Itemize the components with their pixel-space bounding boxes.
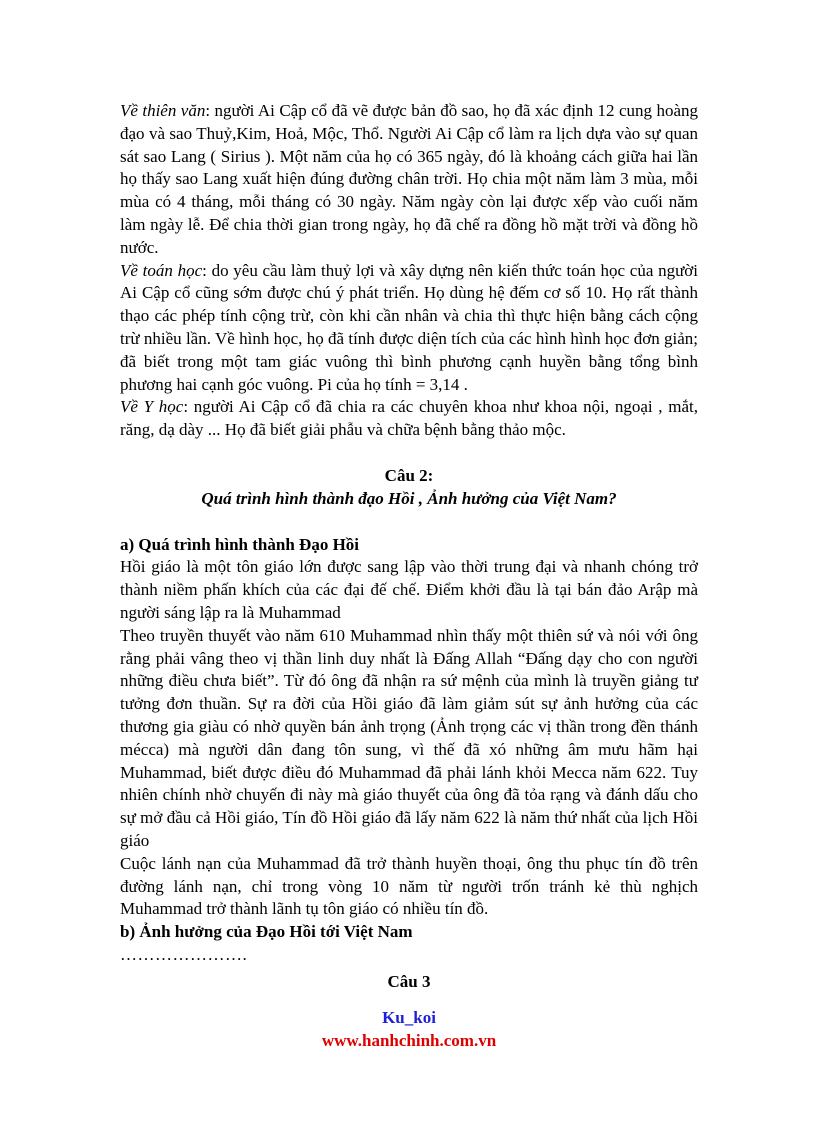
spacer: [120, 993, 698, 1007]
spacer: [120, 442, 698, 465]
astronomy-text: : người Ai Cập cổ đã vẽ được bản đồ sao, họ đã xác định 12 cung hoàng đạo và sao Thuỷ,Kim, Hoả, Mộc, Thổ. Người Ai Cập cổ làm ra lịch dựa vào sự quan sát sao Lang ( Sirius ). Một năm của họ có 365 ngày, đó là khoảng cách giữa hai lần họ thấy sao Lang xuất hiện đúng đường chân trời. Họ chia một năm làm 3 mùa, mỗi mùa có 4 tháng, mỗi tháng có 30 ngày. Năm ngày còn lại được xếp vào cuối năm làm ngày lễ. Để chia thời gian trong ngày, họ đã chế ra đồng hồ mặt trời và đồng hồ nước.: [120, 101, 699, 257]
medicine-label: Về Y học: [120, 397, 184, 417]
paragraph-1: Hồi giáo là một tôn giáo lớn được sang lập vào thời trung đại và nhanh chóng trở thành niềm phấn khích của các đại đế chế. Điểm khởi đầu là tại bán đảo Arập mà người sáng lập ra là Muhammad: [120, 557, 698, 622]
subheading-b: b) Ảnh hưởng của Đạo Hồi tới Việt Nam: [120, 922, 413, 942]
question2-heading: Câu 2:: [384, 465, 434, 485]
paragraph-2: Theo truyền thuyết vào năm 610 Muhammad nhìn thấy một thiên sứ và nói với ông rằng phải vâng theo vị thần linh duy nhất là Đấng Allah “Đấng dạy cho con người những điều chưa biết”. Từ đó ông đã nhận ra sứ mệnh của mình là truyền giảng tư tưởng đơn thuần. Sự ra đời của Hồi giáo đã làm giảm sút sự ảnh hưởng của các thương gia giàu có nhờ quyền bán ảnh trọng (Ảnh trọng các vị thần trong đền thánh mécca) mà người dân đang tôn sung, vì thế đã xó những âm mưu hãm hại Muhammad, biết được điều đó Muhammad đã phải lánh khỏi Mecca năm 622. Tuy nhiên chính nhờ chuyến đi này mà giáo thuyết của ông đã tỏa rạng và đánh dấu cho sự mở đầu cả Hồi giáo, Tín đồ Hồi giáo đã lấy năm 622 là năm thứ nhất của lịch Hồi giáo: [120, 625, 698, 850]
math-text: : do yêu cầu làm thuỷ lợi và xây dựng nên kiến thức toán học của người Ai Cập cổ cũng sớm được chú ý phát triển. Họ dùng hệ đếm cơ số 10. Họ rất thành thạo các phép tính cộng trừ, còn khi cần nhân và chia thì thực hiện bằng cách cộng trừ nhiều lần. Về hình học, họ đã tính được diện tích của các hình hình học đơn giản; đã biết trong một tam giác vuông thì bình phương cạnh huyền bằng tổng bình phương hai cạnh góc vuông. Pi của họ tính = 3,14 .: [120, 260, 699, 394]
subheading-a: a) Quá trình hình thành Đạo Hồi: [120, 534, 360, 554]
author-name: Ku_koi: [382, 1008, 436, 1028]
medicine-paragraph: [120, 396, 698, 442]
question3-heading: Câu 3: [387, 971, 431, 991]
math-label: Về toán học: [120, 260, 203, 280]
question2-title: Quá trình hình thành đạo Hồi , Ảnh hưởng của Việt Nam?: [201, 488, 617, 508]
document-page: [120, 100, 698, 1053]
astronomy-paragraph: [120, 100, 698, 260]
spacer: [120, 511, 698, 534]
astronomy-label: Về thiên văn: [120, 101, 206, 120]
paragraph-3: Cuộc lánh nạn của Muhammad đã trở thành huyền thoại, ông thu phục tín đồ trên đường lánh nạn, chỉ trong vòng 10 năm từ người trốn tránh kẻ thù nghịch Muhammad trở thành lãnh tụ tôn giáo có nhiều tín đồ.: [120, 853, 698, 919]
website-link[interactable]: www.hanhchinh.com.vn: [321, 1031, 497, 1051]
math-paragraph: [120, 260, 698, 397]
placeholder-dots: ………………….: [120, 944, 248, 964]
medicine-text: : người Ai Cập cổ đã chia ra các chuyên khoa như khoa nội, ngoại , mắt, răng, dạ dày ... Họ đã biết giải phẫu và chữa bệnh bằng thảo mộc.: [120, 397, 698, 440]
